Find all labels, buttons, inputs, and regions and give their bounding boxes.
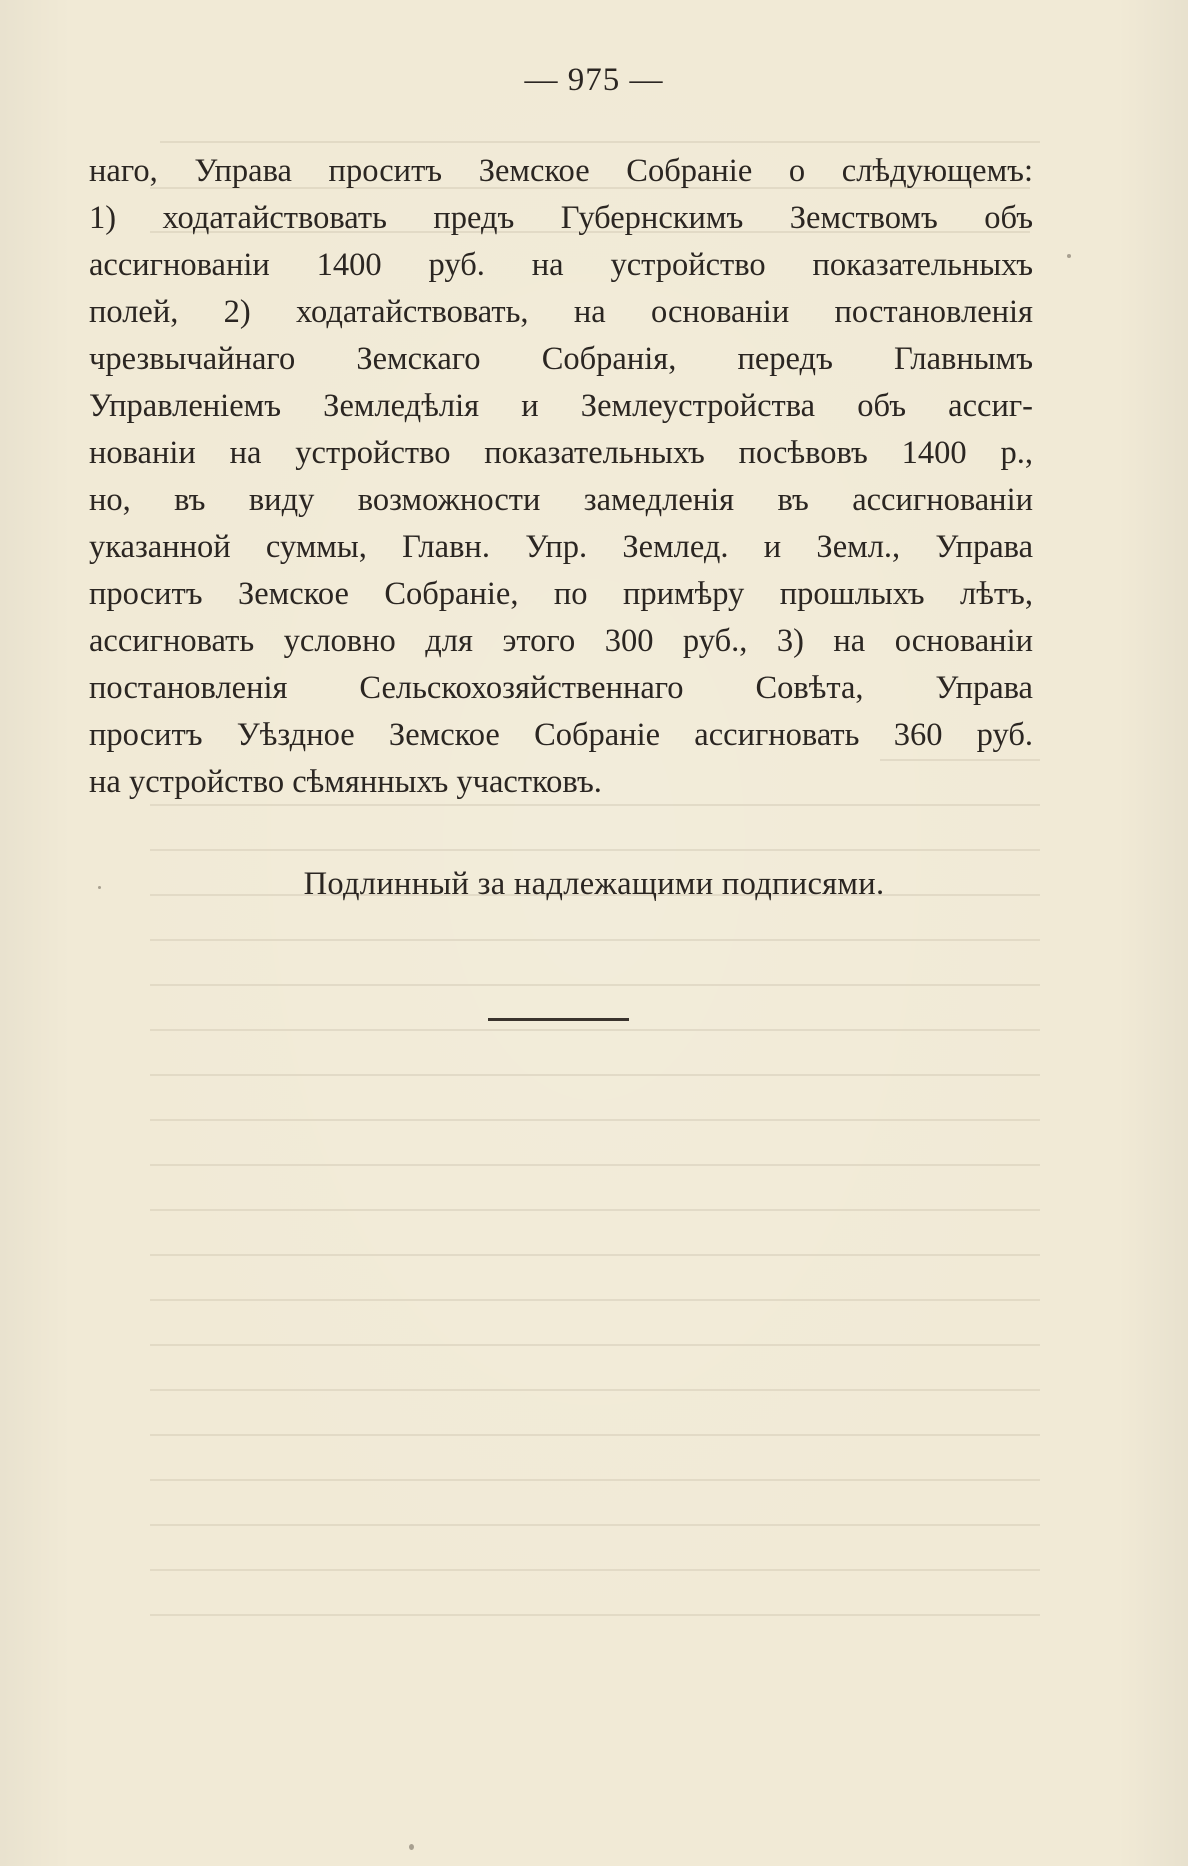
text-line: полей, 2) ходатайствовать, на основаніи постановленія	[89, 294, 1033, 330]
text-line: проситъ Земское Собраніе, по примѣру прошлыхъ лѣтъ,	[89, 576, 1033, 612]
paper-speck	[409, 1844, 414, 1850]
text-line: Управленіемъ Земледѣлія и Землеустройства объ ассиг-	[89, 388, 1033, 424]
text-line: проситъ Уѣздное Земское Собраніе ассигновать 360 руб.	[89, 717, 1033, 753]
text-line: ассигновать условно для этого 300 руб., 3) на основаніи	[89, 623, 1033, 659]
signature-note: Подлинный за надлежащими подписями.	[303, 866, 885, 902]
text-line: ассигнованіи 1400 руб. на устройство показательныхъ	[89, 247, 1033, 283]
text-line: нованіи на устройство показательныхъ посѣвовъ 1400 р.,	[89, 435, 1033, 471]
text-line: указанной суммы, Главн. Упр. Землед. и Земл., Управа	[89, 529, 1033, 565]
section-divider	[488, 1018, 629, 1021]
paper-speck	[1067, 254, 1071, 258]
text-line: но, въ виду возможности замедленія въ ассигнованіи	[89, 482, 1033, 518]
text-line: чрезвычайнаго Земскаго Собранія, передъ Главнымъ	[89, 341, 1033, 377]
body-paragraph	[89, 148, 1033, 806]
text-line: наго, Управа проситъ Земское Собраніе о слѣдующемъ:	[89, 153, 1033, 189]
text-line: на устройство сѣмянныхъ участковъ.	[89, 764, 602, 800]
text-line: постановленія Сельскохозяйственнаго Совѣта, Управа	[89, 670, 1033, 706]
page-number: — 975 —	[524, 62, 664, 98]
paper-speck	[98, 886, 101, 889]
text-line: 1) ходатайствовать предъ Губернскимъ Земствомъ объ	[89, 200, 1033, 236]
